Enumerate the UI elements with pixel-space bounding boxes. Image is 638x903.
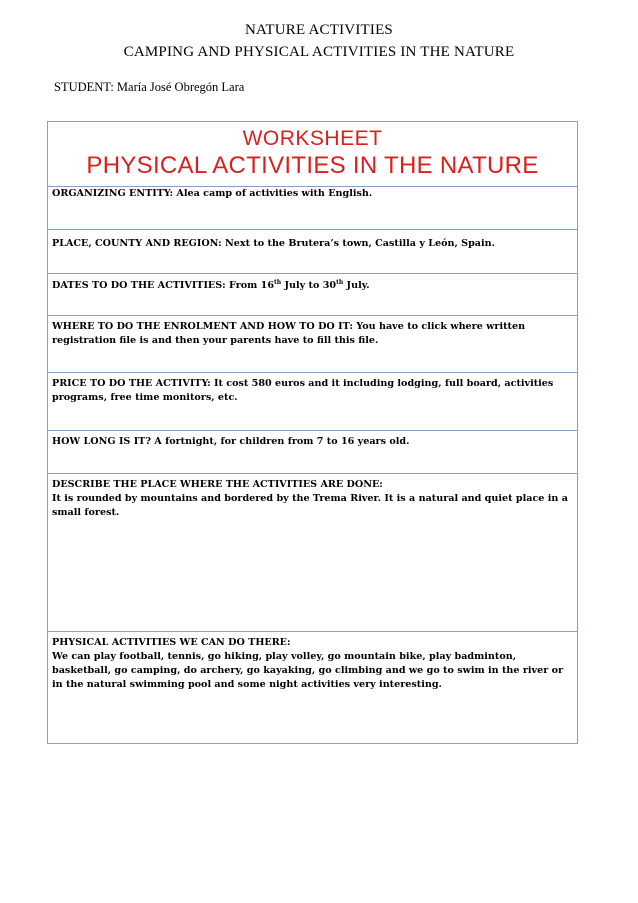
student-name: STUDENT: María José Obregón Lara [54, 80, 245, 94]
dates-mid: July to 30 [281, 280, 337, 291]
row-text [52, 274, 573, 293]
worksheet-table [47, 121, 578, 744]
row-text: ORGANIZING ENTITY: Alea camp of activities with English. [52, 188, 373, 199]
worksheet-title-block [48, 122, 577, 186]
row-text: It is rounded by mountains and bordered by the Trema River. It is a natural and quiet place in a small forest. [52, 493, 568, 518]
row-dates [48, 273, 577, 315]
dates-sup1: th [274, 278, 282, 286]
row-text: WHERE TO DO THE ENROLMENT AND HOW TO DO IT: You have to click where written registration file is and then your parents have to fill this file. [52, 321, 526, 346]
row-price [48, 372, 577, 430]
worksheet-title: WORKSHEET [242, 127, 383, 150]
row-text: We can play football, tennis, go hiking, play volley, go mountain bike, play badminton, basketball, go camping, do archery, go kayaking, go climbing and we go to swim in the river or in the natural swimming pool and some night activities very interesting. [52, 651, 564, 690]
row-heading: PHYSICAL ACTIVITIES WE CAN DO THERE: [52, 637, 291, 648]
row-text: PRICE TO DO THE ACTIVITY: It cost 580 euros and it including lodging, full board, activities programs, free time monitors, etc. [52, 378, 554, 403]
row-text: HOW LONG IS IT? A fortnight, for children from 7 to 16 years old. [52, 436, 410, 447]
row-text: PLACE, COUNTY AND REGION: Next to the Brutera’s town, Castilla y León, Spain. [52, 238, 495, 249]
row-describe-place [48, 473, 577, 631]
dates-pre: DATES TO DO THE ACTIVITIES: From 16 [52, 280, 274, 291]
document-subtitle: CAMPING AND PHYSICAL ACTIVITIES IN THE NATURE [123, 44, 515, 60]
row-heading: DESCRIBE THE PLACE WHERE THE ACTIVITIES ARE DONE: [52, 479, 383, 490]
row-duration [48, 430, 577, 473]
dates-sup2: th [336, 278, 344, 286]
worksheet-heading: PHYSICAL ACTIVITIES IN THE NATURE [86, 152, 539, 179]
row-physical-activities [48, 631, 577, 744]
row-place [48, 229, 577, 273]
row-enrolment [48, 315, 577, 372]
dates-post: July. [343, 280, 370, 291]
row-organizing-entity [48, 186, 577, 229]
document-title: NATURE ACTIVITIES [245, 22, 393, 38]
